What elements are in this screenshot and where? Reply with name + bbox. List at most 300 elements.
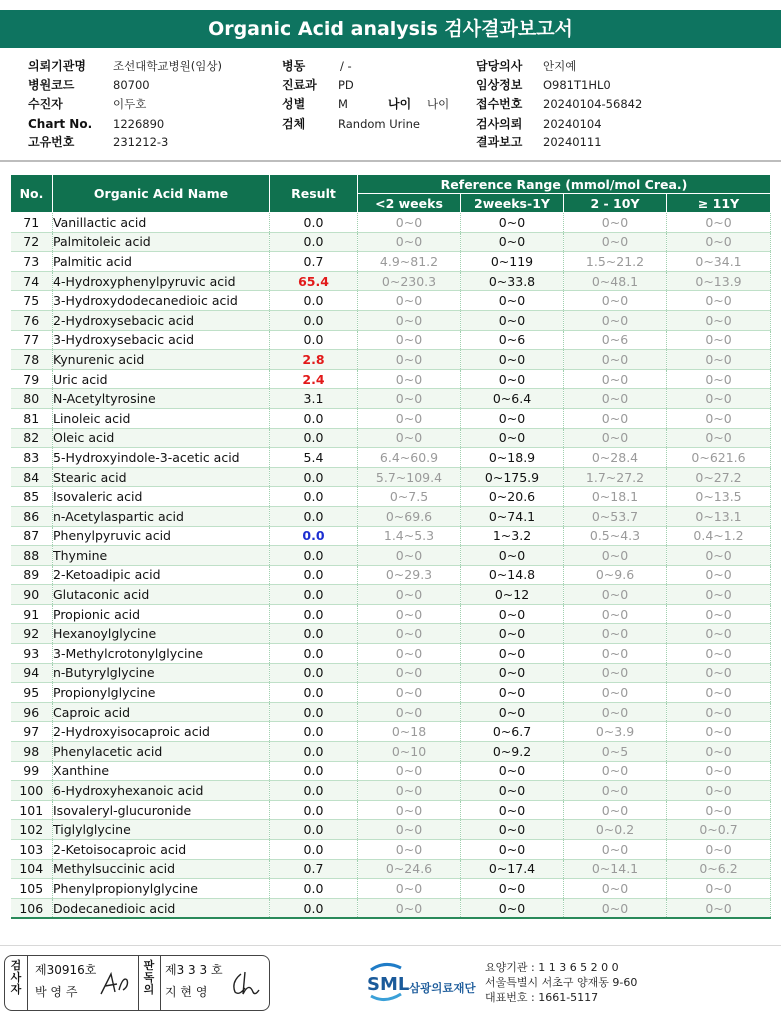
ref-ge11y: 0~0 <box>667 840 771 860</box>
ref-ge11y: 0~0 <box>667 761 771 781</box>
ref-2w1y: 0~6 <box>461 330 564 350</box>
result-value: 0.0 <box>270 408 358 428</box>
result-value: 0.0 <box>270 467 358 487</box>
acid-name: 2-Hydroxyisocaproic acid <box>53 722 270 742</box>
ref-2-10y: 0~0 <box>564 644 667 664</box>
table-row <box>11 232 771 252</box>
ref-2-10y: 0~3.9 <box>564 722 667 742</box>
ref-2-10y: 1.7~27.2 <box>564 467 667 487</box>
ref-2-10y: 0~53.7 <box>564 506 667 526</box>
table-row <box>11 781 771 801</box>
ref-lt2w: 4.9~81.2 <box>358 252 461 272</box>
acid-name: N-Acetyltyrosine <box>53 389 270 409</box>
info-value: PD <box>338 78 354 92</box>
acid-name: Isovaleric acid <box>53 487 270 507</box>
row-number: 73 <box>11 252 53 272</box>
result-value: 0.0 <box>270 604 358 624</box>
result-value: 0.7 <box>270 859 358 879</box>
row-number: 90 <box>11 585 53 605</box>
table-row <box>11 487 771 507</box>
row-number: 81 <box>11 408 53 428</box>
ref-lt2w: 0~0 <box>358 213 461 233</box>
acid-name: Palmitoleic acid <box>53 232 270 252</box>
acid-name: Tiglylglycine <box>53 820 270 840</box>
ref-lt2w: 0~0 <box>358 702 461 722</box>
info-label: 담당의사 <box>476 59 523 73</box>
acid-name: Phenylpropionylglycine <box>53 879 270 899</box>
ref-2w1y: 0~0 <box>461 604 564 624</box>
ref-lt2w: 0~0 <box>358 408 461 428</box>
table-row <box>11 291 771 311</box>
result-value: 0.0 <box>270 761 358 781</box>
acid-name: Linoleic acid <box>53 408 270 428</box>
table-row <box>11 271 771 291</box>
ref-2-10y: 0~0 <box>564 683 667 703</box>
ref-lt2w: 0~0 <box>358 428 461 448</box>
acid-name: Isovaleryl-glucuronide <box>53 800 270 820</box>
ref-lt2w: 0~0 <box>358 585 461 605</box>
acid-name: Propionylglycine <box>53 683 270 703</box>
row-number: 87 <box>11 526 53 546</box>
ref-2w1y: 0~0 <box>461 369 564 389</box>
info-label: 고유번호 <box>28 135 75 149</box>
acid-name: Phenylpyruvic acid <box>53 526 270 546</box>
ref-2-10y: 0~0 <box>564 213 667 233</box>
table-row <box>11 546 771 566</box>
result-value: 65.4 <box>270 271 358 291</box>
row-number: 71 <box>11 213 53 233</box>
ref-2w1y: 0~17.4 <box>461 859 564 879</box>
ref-2-10y: 0~0 <box>564 840 667 860</box>
ref-lt2w: 0~230.3 <box>358 271 461 291</box>
table-row <box>11 585 771 605</box>
ref-2w1y: 0~0 <box>461 898 564 918</box>
acid-name: Caproic acid <box>53 702 270 722</box>
ref-ge11y: 0~0 <box>667 232 771 252</box>
ref-lt2w: 0~0 <box>358 781 461 801</box>
ref-2-10y: 0~0 <box>564 310 667 330</box>
ref-2w1y: 0~6.4 <box>461 389 564 409</box>
ref-ge11y: 0~6.2 <box>667 859 771 879</box>
ref-2w1y: 0~0 <box>461 800 564 820</box>
footer-divider <box>0 945 781 946</box>
ref-ge11y: 0~0 <box>667 310 771 330</box>
info-value: 나이 <box>427 97 450 111</box>
table-row <box>11 742 771 762</box>
ref-2-10y: 0~14.1 <box>564 859 667 879</box>
info-value: 80700 <box>113 78 150 92</box>
ref-2-10y: 0~0 <box>564 663 667 683</box>
row-number: 82 <box>11 428 53 448</box>
ref-ge11y: 0~0 <box>667 408 771 428</box>
row-number: 94 <box>11 663 53 683</box>
result-value: 0.0 <box>270 526 358 546</box>
ref-2w1y: 0~0 <box>461 761 564 781</box>
table-row <box>11 663 771 683</box>
approver-signature <box>227 968 263 1000</box>
info-label: 진료과 <box>282 78 317 92</box>
ref-ge11y: 0~0 <box>667 213 771 233</box>
table-row <box>11 761 771 781</box>
ref-2-10y: 0~0 <box>564 546 667 566</box>
ref-lt2w: 1.4~5.3 <box>358 526 461 546</box>
acid-name: 2-Ketoadipic acid <box>53 565 270 585</box>
acid-name: Glutaconic acid <box>53 585 270 605</box>
ref-ge11y: 0~0 <box>667 722 771 742</box>
patient-info <box>0 57 781 153</box>
ref-lt2w: 0~0 <box>358 644 461 664</box>
info-label: 검체 <box>282 117 306 131</box>
ref-lt2w: 0~0 <box>358 350 461 370</box>
row-number: 88 <box>11 546 53 566</box>
result-value: 0.0 <box>270 506 358 526</box>
ref-2-10y: 0~0 <box>564 604 667 624</box>
ref-ge11y: 0~0 <box>667 800 771 820</box>
row-number: 96 <box>11 702 53 722</box>
ref-2-10y: 0~18.1 <box>564 487 667 507</box>
ref-2-10y: 0~0 <box>564 624 667 644</box>
info-label: 의뢰기관명 <box>28 59 86 73</box>
table-row <box>11 879 771 899</box>
ref-2-10y: 0~0.2 <box>564 820 667 840</box>
result-value: 0.0 <box>270 840 358 860</box>
info-value: 20240111 <box>543 135 602 149</box>
info-value: 231212-3 <box>113 135 169 149</box>
acid-name: Hexanoylglycine <box>53 624 270 644</box>
inspector-number: 제30916호 <box>35 963 97 977</box>
table-row <box>11 428 771 448</box>
result-value: 0.0 <box>270 624 358 644</box>
acid-name: Dodecanedioic acid <box>53 898 270 918</box>
result-value: 2.8 <box>270 350 358 370</box>
org-name: 삼광의료재단 <box>409 981 476 995</box>
ref-lt2w: 0~24.6 <box>358 859 461 879</box>
table-row <box>11 389 771 409</box>
result-value: 0.0 <box>270 683 358 703</box>
acid-name: Propionic acid <box>53 604 270 624</box>
ref-2w1y: 1~3.2 <box>461 526 564 546</box>
info-label: Chart No. <box>28 117 93 131</box>
acid-name: Kynurenic acid <box>53 350 270 370</box>
result-value: 0.0 <box>270 330 358 350</box>
acid-name: n-Butyrylglycine <box>53 663 270 683</box>
result-value: 2.4 <box>270 369 358 389</box>
ref-ge11y: 0~0 <box>667 644 771 664</box>
ref-2-10y: 0~0 <box>564 389 667 409</box>
info-label: 성별 <box>282 97 306 111</box>
table-row <box>11 859 771 879</box>
ref-ge11y: 0~0 <box>667 663 771 683</box>
ref-lt2w: 0~0 <box>358 683 461 703</box>
row-number: 74 <box>11 271 53 291</box>
ref-ge11y: 0~0.7 <box>667 820 771 840</box>
ref-lt2w: 0~0 <box>358 624 461 644</box>
ref-ge11y: 0~13.1 <box>667 506 771 526</box>
col-header-ref-lt2w: <2 weeks <box>358 194 461 213</box>
row-number: 95 <box>11 683 53 703</box>
table-row <box>11 252 771 272</box>
ref-2-10y: 0~0 <box>564 781 667 801</box>
table-row <box>11 644 771 664</box>
ref-2-10y: 0~0 <box>564 702 667 722</box>
acid-name: Xanthine <box>53 761 270 781</box>
ref-2w1y: 0~14.8 <box>461 565 564 585</box>
table-row <box>11 800 771 820</box>
ref-2w1y: 0~0 <box>461 820 564 840</box>
ref-2w1y: 0~0 <box>461 879 564 899</box>
acid-name: 3-Hydroxysebacic acid <box>53 330 270 350</box>
ref-lt2w: 0~0 <box>358 879 461 899</box>
approver-name: 지 현 영 <box>165 985 208 999</box>
ref-2-10y: 0~0 <box>564 879 667 899</box>
table-row <box>11 330 771 350</box>
table-row <box>11 526 771 546</box>
table-row <box>11 624 771 644</box>
table-row <box>11 408 771 428</box>
acid-name: 6-Hydroxyhexanoic acid <box>53 781 270 801</box>
ref-2-10y: 1.5~21.2 <box>564 252 667 272</box>
ref-2w1y: 0~0 <box>461 310 564 330</box>
row-number: 103 <box>11 840 53 860</box>
ref-lt2w: 0~18 <box>358 722 461 742</box>
table-row <box>11 898 771 918</box>
col-header-reference: Reference Range (mmol/mol Crea.) <box>358 175 771 194</box>
table-row <box>11 820 771 840</box>
col-header-ref-2w1y: 2weeks-1Y <box>461 194 564 213</box>
ref-2w1y: 0~175.9 <box>461 467 564 487</box>
result-value: 0.0 <box>270 663 358 683</box>
ref-2w1y: 0~0 <box>461 232 564 252</box>
table-row <box>11 213 771 233</box>
ref-ge11y: 0~13.5 <box>667 487 771 507</box>
acid-name: 2-Ketoisocaproic acid <box>53 840 270 860</box>
row-number: 76 <box>11 310 53 330</box>
result-value: 0.0 <box>270 879 358 899</box>
acid-name: Palmitic acid <box>53 252 270 272</box>
row-number: 93 <box>11 644 53 664</box>
row-number: 101 <box>11 800 53 820</box>
ref-2-10y: 0~6 <box>564 330 667 350</box>
row-number: 99 <box>11 761 53 781</box>
result-value: 0.0 <box>270 213 358 233</box>
row-number: 100 <box>11 781 53 801</box>
approver-number: 제3 3 3 호 <box>165 963 223 977</box>
acid-name: Uric acid <box>53 369 270 389</box>
ref-lt2w: 0~0 <box>358 820 461 840</box>
ref-ge11y: 0~0 <box>667 898 771 918</box>
ref-2w1y: 0~0 <box>461 644 564 664</box>
acid-name: 4-Hydroxyphenylpyruvic acid <box>53 271 270 291</box>
table-row <box>11 467 771 487</box>
ref-ge11y: 0~0 <box>667 291 771 311</box>
table-row <box>11 369 771 389</box>
row-number: 97 <box>11 722 53 742</box>
result-value: 0.0 <box>270 742 358 762</box>
ref-ge11y: 0~0 <box>667 879 771 899</box>
info-label: 수진자 <box>28 97 63 111</box>
table-row <box>11 604 771 624</box>
ref-2w1y: 0~0 <box>461 663 564 683</box>
table-row <box>11 702 771 722</box>
acid-name: Stearic acid <box>53 467 270 487</box>
ref-lt2w: 0~0 <box>358 663 461 683</box>
info-value: 안지예 <box>543 59 577 73</box>
ref-2-10y: 0~0 <box>564 369 667 389</box>
ref-2w1y: 0~0 <box>461 291 564 311</box>
signature-box <box>4 955 270 1011</box>
ref-2w1y: 0~74.1 <box>461 506 564 526</box>
info-label: 임상정보 <box>476 78 523 92</box>
row-number: 78 <box>11 350 53 370</box>
ref-ge11y: 0~0 <box>667 683 771 703</box>
ref-lt2w: 0~0 <box>358 840 461 860</box>
info-value: O981T1HL0 <box>543 78 611 92</box>
ref-2-10y: 0~0 <box>564 898 667 918</box>
result-value: 0.0 <box>270 428 358 448</box>
ref-2-10y: 0~9.6 <box>564 565 667 585</box>
result-value: 0.0 <box>270 310 358 330</box>
sml-logo-text: SML <box>367 974 410 995</box>
ref-ge11y: 0~0 <box>667 624 771 644</box>
ref-ge11y: 0~0 <box>667 389 771 409</box>
row-number: 105 <box>11 879 53 899</box>
table-row <box>11 350 771 370</box>
ref-ge11y: 0.4~1.2 <box>667 526 771 546</box>
info-value: 20240104-56842 <box>543 97 643 111</box>
ref-lt2w: 0~0 <box>358 604 461 624</box>
ref-2-10y: 0~0 <box>564 350 667 370</box>
ref-2w1y: 0~0 <box>461 428 564 448</box>
acid-name: Phenylacetic acid <box>53 742 270 762</box>
info-label: 나이 <box>388 97 412 111</box>
row-number: 104 <box>11 859 53 879</box>
ref-2-10y: 0~0 <box>564 800 667 820</box>
ref-2w1y: 0~33.8 <box>461 271 564 291</box>
row-number: 98 <box>11 742 53 762</box>
ref-lt2w: 0~0 <box>358 310 461 330</box>
ref-ge11y: 0~0 <box>667 585 771 605</box>
ref-lt2w: 0~69.6 <box>358 506 461 526</box>
inspector-label: 검 사 자 <box>10 959 22 996</box>
result-value: 0.0 <box>270 487 358 507</box>
acid-name: Methylsuccinic acid <box>53 859 270 879</box>
inspector-name: 박 영 주 <box>35 985 78 999</box>
ref-ge11y: 0~0 <box>667 742 771 762</box>
ref-ge11y: 0~0 <box>667 330 771 350</box>
ref-lt2w: 0~0 <box>358 898 461 918</box>
sml-logo <box>365 960 505 1004</box>
org-phone: 대표번호 : 1661-5117 <box>485 991 599 1004</box>
result-value: 3.1 <box>270 389 358 409</box>
ref-2-10y: 0~5 <box>564 742 667 762</box>
result-value: 0.7 <box>270 252 358 272</box>
ref-2w1y: 0~0 <box>461 683 564 703</box>
acid-name: 2-Hydroxysebacic acid <box>53 310 270 330</box>
report-title: Organic Acid analysis 검사결과보고서 <box>0 10 781 48</box>
ref-ge11y: 0~0 <box>667 350 771 370</box>
ref-ge11y: 0~0 <box>667 781 771 801</box>
table-row <box>11 722 771 742</box>
row-number: 79 <box>11 369 53 389</box>
ref-2-10y: 0.5~4.3 <box>564 526 667 546</box>
ref-2-10y: 0~0 <box>564 428 667 448</box>
ref-lt2w: 6.4~60.9 <box>358 448 461 468</box>
result-value: 0.0 <box>270 800 358 820</box>
info-label: 접수번호 <box>476 97 523 111</box>
table-row <box>11 683 771 703</box>
ref-2w1y: 0~0 <box>461 702 564 722</box>
row-number: 86 <box>11 506 53 526</box>
acid-name: 5-Hydroxyindole-3-acetic acid <box>53 448 270 468</box>
inspector-signature <box>97 970 133 1000</box>
ref-ge11y: 0~621.6 <box>667 448 771 468</box>
ref-2w1y: 0~0 <box>461 840 564 860</box>
info-label: 검사의뢰 <box>476 117 523 131</box>
col-header-ref-ge11y: ≥ 11Y <box>667 194 771 213</box>
row-number: 75 <box>11 291 53 311</box>
table-row <box>11 565 771 585</box>
ref-2-10y: 0~0 <box>564 408 667 428</box>
ref-2w1y: 0~119 <box>461 252 564 272</box>
ref-lt2w: 0~10 <box>358 742 461 762</box>
col-header-ref-2-10y: 2 - 10Y <box>564 194 667 213</box>
result-value: 0.0 <box>270 291 358 311</box>
ref-2w1y: 0~9.2 <box>461 742 564 762</box>
info-row-institution <box>28 57 86 76</box>
ref-2-10y: 0~48.1 <box>564 271 667 291</box>
info-value: 조선대학교병원(임상) <box>113 59 222 73</box>
org-address: 서울특별시 서초구 양재동 9-60 <box>485 976 638 989</box>
row-number: 91 <box>11 604 53 624</box>
row-number: 72 <box>11 232 53 252</box>
result-value: 0.0 <box>270 644 358 664</box>
org-contact <box>485 960 637 1005</box>
ref-ge11y: 0~27.2 <box>667 467 771 487</box>
table-row <box>11 506 771 526</box>
result-value: 0.0 <box>270 232 358 252</box>
ref-lt2w: 0~0 <box>358 389 461 409</box>
ref-2w1y: 0~0 <box>461 408 564 428</box>
row-number: 84 <box>11 467 53 487</box>
result-value: 0.0 <box>270 585 358 605</box>
result-value: 0.0 <box>270 820 358 840</box>
ref-lt2w: 0~7.5 <box>358 487 461 507</box>
row-number: 89 <box>11 565 53 585</box>
row-number: 92 <box>11 624 53 644</box>
ref-lt2w: 0~29.3 <box>358 565 461 585</box>
acid-name: Thymine <box>53 546 270 566</box>
ref-lt2w: 0~0 <box>358 800 461 820</box>
info-label: 병원코드 <box>28 78 75 92</box>
ref-lt2w: 0~0 <box>358 232 461 252</box>
info-value: 20240104 <box>543 117 602 131</box>
row-number: 102 <box>11 820 53 840</box>
ref-ge11y: 0~0 <box>667 369 771 389</box>
result-value: 5.4 <box>270 448 358 468</box>
info-label: 병동 <box>282 59 306 73</box>
table-row <box>11 840 771 860</box>
ref-2-10y: 0~0 <box>564 761 667 781</box>
acid-name: Oleic acid <box>53 428 270 448</box>
acid-name: Vanillactic acid <box>53 213 270 233</box>
ref-lt2w: 0~0 <box>358 546 461 566</box>
approver-label: 판 독 의 <box>143 959 155 996</box>
ref-2-10y: 0~0 <box>564 585 667 605</box>
ref-ge11y: 0~0 <box>667 604 771 624</box>
ref-ge11y: 0~0 <box>667 565 771 585</box>
ref-2w1y: 0~20.6 <box>461 487 564 507</box>
ref-2w1y: 0~0 <box>461 624 564 644</box>
